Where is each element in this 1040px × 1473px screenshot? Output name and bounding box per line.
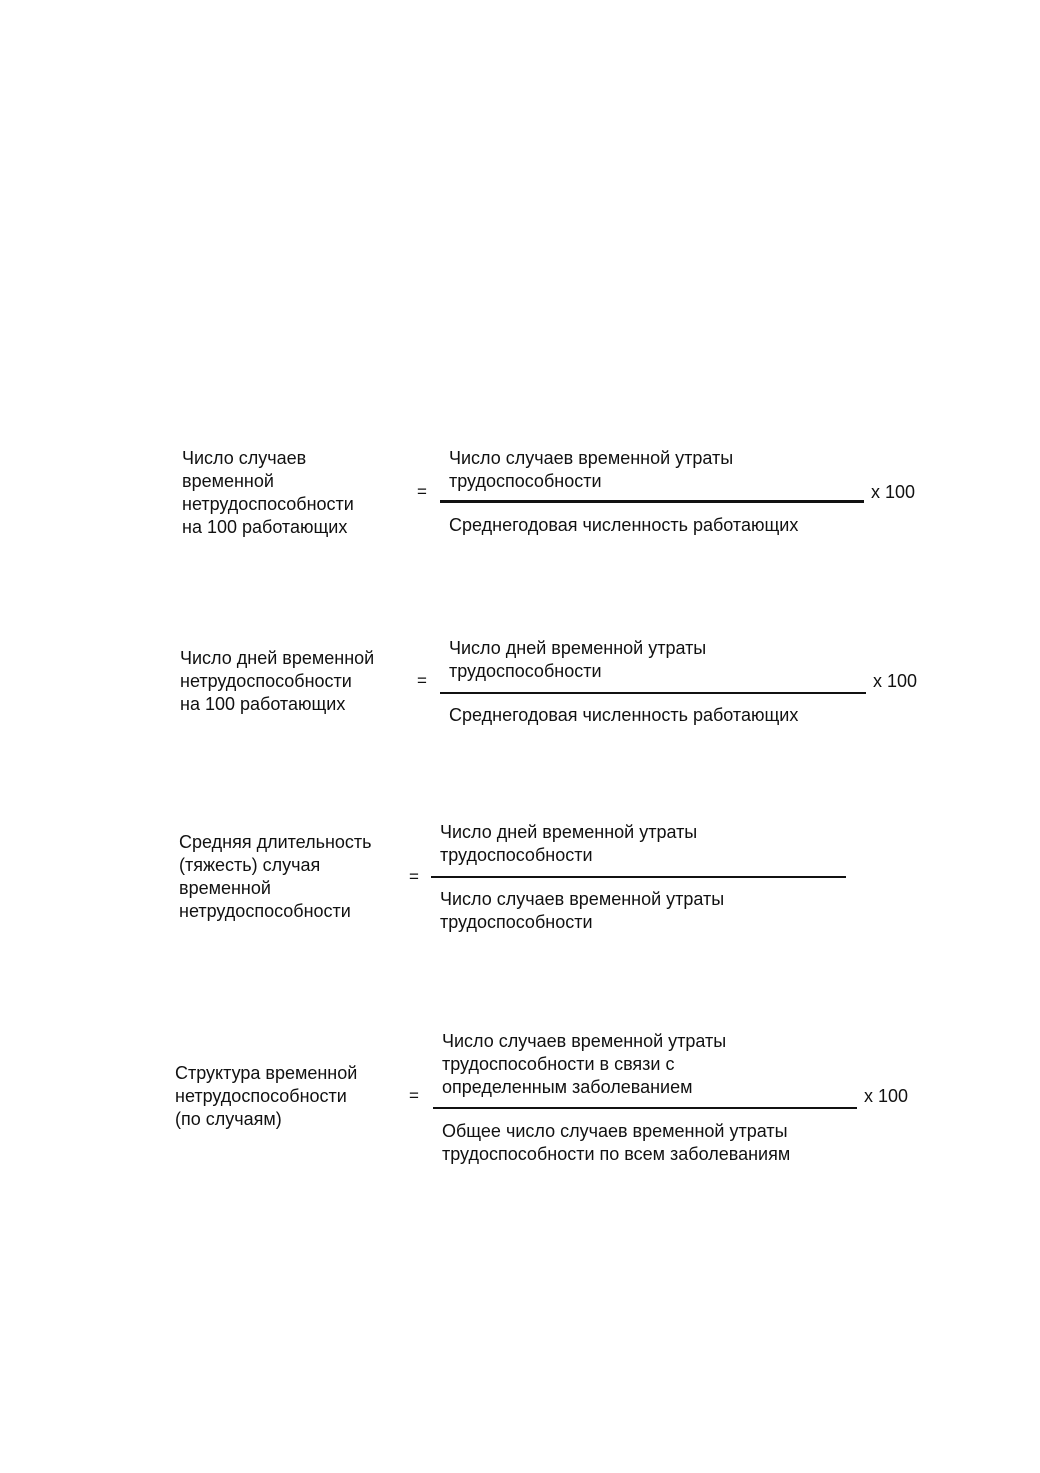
numerator: Число случаев временной утраты трудоспособности xyxy=(449,448,734,491)
denominator: Число случаев временной утраты трудоспособности xyxy=(440,889,725,932)
equals-sign: = xyxy=(409,1086,419,1105)
fraction-bar xyxy=(433,1107,857,1109)
denominator: Среднегодовая численность работающих xyxy=(449,705,799,725)
numerator: Число дней временной утраты трудоспособности xyxy=(440,822,698,865)
fraction-bar xyxy=(440,500,864,503)
equals-sign: = xyxy=(409,867,419,886)
multiplier: х 100 xyxy=(871,482,916,502)
formula-label: Число случаев временной нетрудоспособности на 100 работающих xyxy=(182,448,354,537)
formula-label: Средняя длительность (тяжесть) случая временной нетрудоспособности xyxy=(179,832,372,921)
equals-sign: = xyxy=(417,671,427,690)
formula-label: Число дней временной нетрудоспособности на 100 работающих xyxy=(180,648,375,714)
denominator: Общее число случаев временной утраты трудоспособности по всем заболеваниям xyxy=(442,1121,791,1164)
numerator: Число случаев временной утраты трудоспособности в связи с определенным заболеванием xyxy=(442,1031,727,1097)
fraction-bar xyxy=(431,876,846,878)
formula-label: Структура временной нетрудоспособности (по случаям) xyxy=(175,1063,358,1129)
multiplier: х 100 xyxy=(864,1086,909,1106)
numerator: Число дней временной утраты трудоспособности xyxy=(449,638,707,681)
equals-sign: = xyxy=(417,482,427,501)
multiplier: х 100 xyxy=(873,671,918,691)
denominator: Среднегодовая численность работающих xyxy=(449,515,799,535)
fraction-bar xyxy=(440,692,866,694)
